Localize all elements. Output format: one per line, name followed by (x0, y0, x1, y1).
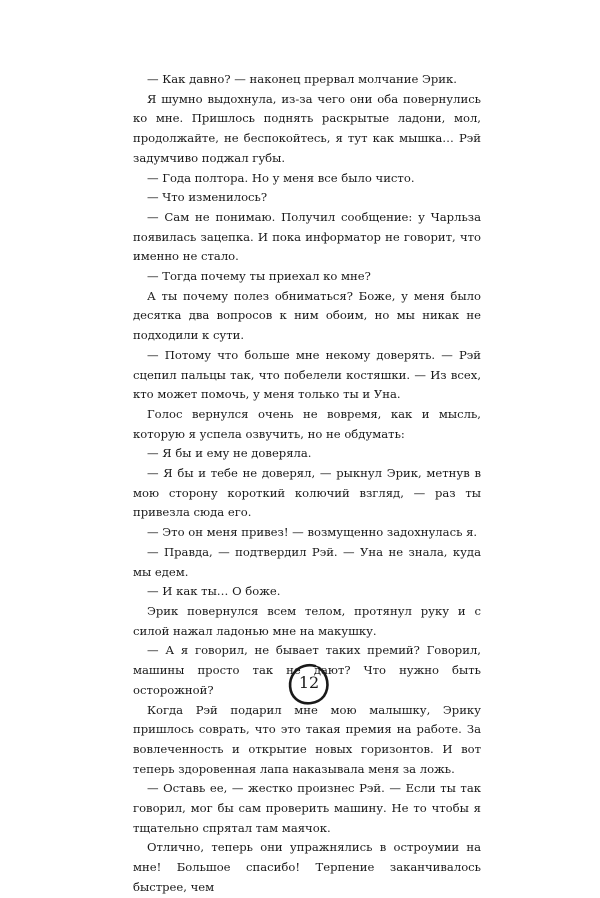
paragraph: Голос вернулся очень не вовремя, как и мысль, которую я успела озвучить, но не обдумать: (133, 406, 481, 441)
paragraph: — Оставь ее, — жестко произнес Рэй. — Если ты так говорил, мог бы сам проверить машину. Не то чтобы я тщательно спрятал там маячок. (133, 781, 481, 835)
page-number: 12 (298, 673, 320, 692)
page-number-badge (286, 661, 332, 707)
paragraph: Я шумно выдохнула, из-за чего они оба повернулись ко мне. Пришлось поднять раскрытые ладони, мол, продолжайте, не беспокойтесь, я тут как мышка… Рэй задумчиво поджал губы. (133, 91, 481, 165)
paragraph: — Потому что больше мне некому доверять. — Рэй сцепил пальцы так, что побелели костяшки. — Из всех, кто может помочь, у меня только ты и Уна. (133, 347, 481, 402)
paragraph: — И как ты… О боже. (147, 584, 281, 599)
paragraph: Эрик повернулся всем телом, протянул руку и с силой нажал ладонью мне на макушку. (133, 603, 481, 638)
paragraph: — Как давно? — наконец прервал молчание Эрик. (147, 72, 457, 86)
paragraph: — Правда, — подтвердил Рэй. — Уна не знала, куда мы едем. (133, 544, 481, 579)
paragraph: — А я говорил, не бывает таких премий? Говорил, машины просто так не дают? Что нужно быть осторожной? (133, 643, 481, 697)
paragraph: — Что изменилось? (147, 190, 268, 205)
paragraph: — Сам не понимаю. Получил сообщение: у Чарльза появилась зацепка. И пока информатор не говорит, что именно не стало. (133, 209, 481, 264)
paragraph: А ты почему полез обниматься? Боже, у меня было десятка два вопросов к ним обоим, но мы никак не подходили к сути. (133, 288, 481, 343)
paragraph: — Я бы и тебе не доверял, — рыкнул Эрик, метнув в мою сторону короткий колючий взгляд, — раз ты привезла сюда его. (133, 466, 481, 520)
paragraph: Отлично, теперь они упражнялись в остроумии на мне! Большое спасибо! Терпение заканчивалось быстрее, чем (133, 840, 481, 894)
paragraph: — Это он меня привез! — возмущенно задохнулась я. (147, 525, 478, 540)
page-body (133, 70, 481, 898)
paragraph: — Я бы и ему не доверяла. (147, 446, 312, 461)
paragraph: Когда Рэй подарил мне мою малышку, Эрику пришлось соврать, что это такая премия на работе. За вовлеченность и открытие новых горизонтов. И вот теперь здоровенная лапа наказывала меня за ложь. (133, 702, 481, 776)
paragraph: — Года полтора. Но у меня все было чисто. (147, 170, 415, 185)
paragraph: — Тогда почему ты приехал ко мне? (147, 269, 371, 284)
